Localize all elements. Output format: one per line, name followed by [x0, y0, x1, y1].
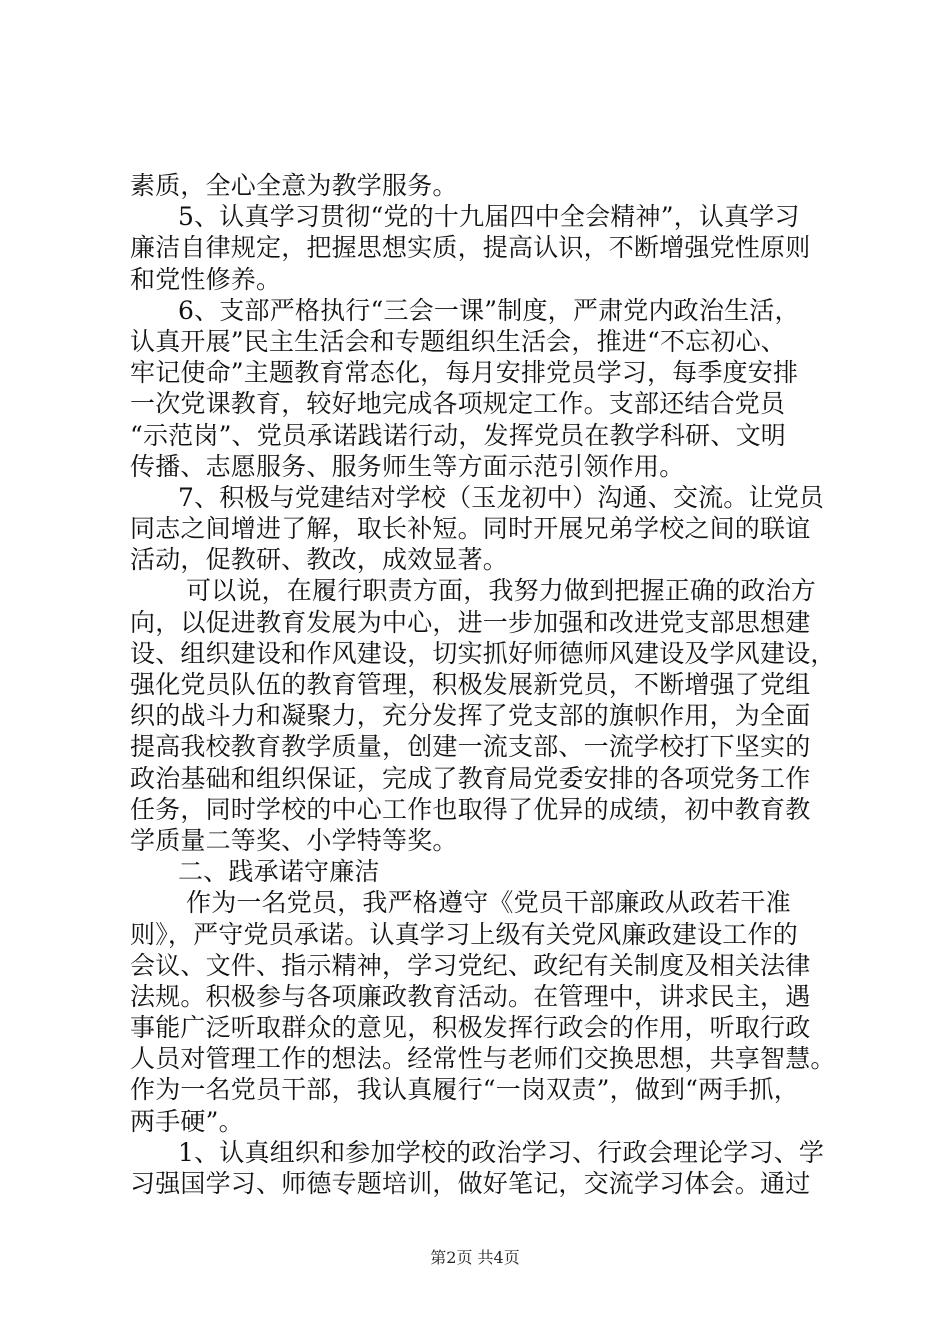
text-line: 设、组织建设和作风建设，切实抓好师德师风建设及学风建设，	[130, 638, 836, 668]
text-line: 任务，同时学校的中心工作也取得了优异的成绩，初中教育教	[130, 794, 811, 824]
text-line: 政治基础和组织保证，完成了教育局党委安排的各项党务工作	[130, 763, 811, 793]
document-body	[130, 170, 836, 1199]
text-line: 1、认真组织和参加学校的政治学习、行政会理论学习、学	[178, 1137, 825, 1167]
text-line: 学质量二等奖、小学特等奖。	[130, 825, 458, 855]
text-line: 强化党员队伍的教育管理，积极发展新党员，不断增强了党组	[130, 670, 811, 699]
text-line: 织的战斗力和凝聚力，充分发挥了党支部的旗帜作用，为全面	[130, 701, 811, 731]
text-line: “示范岗”、党员承诺践诺行动，发挥党员在教学科研、文明	[130, 420, 786, 450]
text-line: 两手硬”。	[130, 1106, 244, 1136]
text-line: 习强国学习、师德专题培训，做好笔记，交流学习体会。通过	[130, 1169, 811, 1198]
text-line: 7、积极与党建结对学校（玉龙初中）沟通、交流。让党员	[178, 482, 825, 512]
text-line: 活动，促教研、教改，成效显著。	[130, 545, 509, 575]
text-line: 作为一名党员，我严格遵守《党员干部廉政从政若干准	[186, 888, 791, 918]
page-number-footer: 第2页 共4页	[430, 1248, 520, 1267]
text-line: 事能广泛听取群众的意见，积极发挥行政会的作用，听取行政	[130, 1013, 811, 1043]
text-line: 同志之间增进了解，取长补短。同时开展兄弟学校之间的联谊	[130, 514, 811, 544]
text-line: 人员对管理工作的想法。经常性与老师们交换思想，共享智慧。	[130, 1044, 836, 1074]
text-line: 一次党课教育，较好地完成各项规定工作。支部还结合党员	[130, 389, 786, 419]
text-line: 则》，严守党员承诺。认真学习上级有关党风廉政建设工作的	[130, 919, 798, 949]
text-line: 廉洁自律规定，把握思想实质，提高认识，不断增强党性原则	[130, 233, 811, 263]
text-line: 可以说，在履行职责方面，我努力做到把握正确的政治方	[186, 576, 817, 606]
text-line: 提高我校教育教学质量，创建一流支部、一流学校打下坚实的	[130, 732, 811, 762]
text-line: 和党性修养。	[130, 264, 282, 294]
section-heading: 二、践承诺守廉洁	[178, 857, 380, 887]
text-line: 传播、志愿服务、服务师生等方面示范引领作用。	[130, 451, 685, 481]
text-line: 法规。积极参与各项廉政教育活动。在管理中，讲求民主，遇	[130, 981, 811, 1011]
text-line: 认真开展”民主生活会和专题组织生活会，推进“不忘初心、	[130, 326, 786, 356]
text-line: 5、认真学习贯彻“党的十九届四中全会精神”，认真学习	[178, 202, 800, 232]
text-line: 向，以促进教育发展为中心，进一步加强和改进党支部思想建	[130, 607, 811, 637]
text-line: 会议、文件、指示精神，学习党纪、政纪有关制度及相关法律	[130, 950, 811, 980]
text-line: 素质，全心全意为教学服务。	[130, 171, 458, 200]
text-line: 6、支部严格执行“三会一课”制度，严肃党内政治生活，	[178, 295, 800, 325]
text-line: 作为一名党员干部，我认真履行“一岗双责”，做到“两手抓，	[130, 1075, 799, 1105]
text-line: 牢记使命”主题教育常态化，每月安排党员学习，每季度安排	[130, 358, 799, 388]
